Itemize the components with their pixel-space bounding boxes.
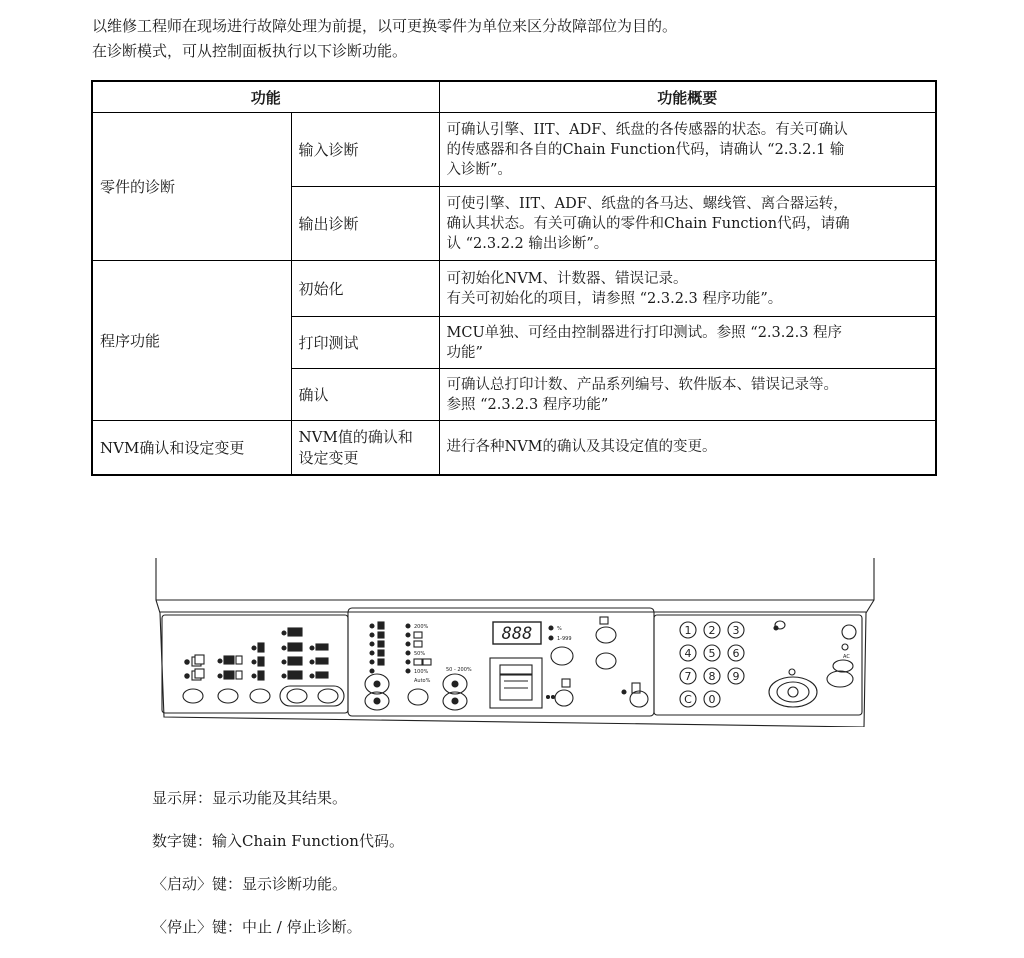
sub-function: 初始化 xyxy=(291,261,439,317)
numeric-key-label: 6 xyxy=(732,647,740,660)
display-readout: 888 xyxy=(501,624,533,644)
count-range-label: 1-999 xyxy=(557,636,572,642)
zoom-200-label: 200% xyxy=(414,624,429,630)
group-program-function: 程序功能 xyxy=(92,261,291,421)
sub-function: 打印测试 xyxy=(291,317,439,369)
summary-line: 可初始化NVM、计数器、错误记录。 xyxy=(446,270,688,287)
zoom-button[interactable] xyxy=(408,689,428,705)
table-row xyxy=(92,261,936,317)
function-summary xyxy=(439,317,936,369)
stop-icon xyxy=(842,644,848,650)
all-clear-button[interactable] xyxy=(833,660,853,672)
function-button[interactable] xyxy=(596,627,616,643)
mode-button[interactable] xyxy=(287,689,307,703)
legend-numeric-keys: 数字键：输入Chain Function代码。 xyxy=(152,832,404,850)
clear-stop-button[interactable] xyxy=(551,647,573,665)
numeric-key-label: 9 xyxy=(732,670,740,683)
numeric-keypad xyxy=(680,622,744,707)
zoom-auto-label: Auto% xyxy=(414,678,431,684)
stop-button[interactable] xyxy=(827,671,853,687)
summary-line: 参照 “2.3.2.3 程序功能” xyxy=(446,396,609,413)
summary-line: 确认其状态。有关可确认的零件和Chain Function代码，请确 xyxy=(446,215,850,232)
intro-line-2: 在诊断模式，可从控制面板执行以下诊断功能。 xyxy=(92,42,408,60)
control-panel-illustration xyxy=(150,555,880,727)
ac-label: AC xyxy=(843,654,850,660)
function-summary xyxy=(439,369,936,421)
sub-function: 输出诊断 xyxy=(291,187,439,261)
summary-line: 入诊断”。 xyxy=(446,161,512,178)
zoom-range-label: 50 - 200% xyxy=(446,667,472,673)
mode-button[interactable] xyxy=(183,689,203,703)
numeric-key-label: 7 xyxy=(684,670,692,683)
numeric-key-label: 5 xyxy=(708,647,716,660)
function-summary xyxy=(439,261,936,317)
output-mode-icon xyxy=(218,656,242,679)
summary-line: MCU单独、可经由控制器进行打印测试。参照 “2.3.2.3 程序 xyxy=(446,324,843,341)
intro-line-1: 以维修工程师在现场进行故障处理为前提，以可更换零件为单位来区分故障部位为目的。 xyxy=(92,17,678,35)
interrupt-button[interactable] xyxy=(555,690,573,706)
numeric-key-label: 3 xyxy=(732,624,740,637)
numeric-key-label: 2 xyxy=(708,624,716,637)
copy-mode-icon xyxy=(185,655,204,680)
legend-display: 显示屏：显示功能及其结果。 xyxy=(152,789,348,807)
zoom-100-label: 100% xyxy=(414,669,429,675)
summary-line: 的传感器和各自的Chain Function代码，请确认 “2.3.2.1 输 xyxy=(446,141,845,158)
numeric-key-label: 1 xyxy=(684,624,692,637)
header-function: 功能 xyxy=(92,81,439,113)
sub-function-line: NVM值的确认和 xyxy=(298,428,413,447)
start-icon xyxy=(789,669,795,675)
summary-line: 功能” xyxy=(446,344,483,361)
toner-icon xyxy=(252,643,264,680)
group-parts-diagnosis: 零件的诊断 xyxy=(92,113,291,261)
numeric-key-label: 8 xyxy=(708,670,716,683)
group-nvm: NVM确认和设定变更 xyxy=(92,421,291,475)
numeric-key-label: 0 xyxy=(708,693,716,706)
sub-function xyxy=(291,421,439,475)
mode-button[interactable] xyxy=(318,689,338,703)
paper-tray-icon xyxy=(282,628,328,679)
sub-function: 确认 xyxy=(291,369,439,421)
sub-function: 输入诊断 xyxy=(291,113,439,187)
key-legend xyxy=(152,786,404,958)
table-header-row xyxy=(92,81,936,113)
summary-line: 有关可初始化的项目，请参照 “2.3.2.3 程序功能”。 xyxy=(446,290,783,307)
summary-line: 可使引擎、IIT、ADF、纸盘的各马达、螺线管、离合器运转， xyxy=(446,195,848,212)
mode-button[interactable] xyxy=(218,689,238,703)
power-saver-button[interactable] xyxy=(842,625,856,639)
percent-label: % xyxy=(557,626,562,632)
function-summary xyxy=(439,113,936,187)
sub-function-line: 设定变更 xyxy=(298,449,359,468)
diagnostic-function-table xyxy=(91,80,937,476)
table-row xyxy=(92,113,936,187)
table-row xyxy=(92,421,936,475)
summary-line: 可确认引擎、IIT、ADF、纸盘的各传感器的状态。有关可确认 xyxy=(446,121,848,138)
function-summary xyxy=(439,421,936,475)
function-summary xyxy=(439,187,936,261)
zoom-indicators xyxy=(406,624,431,673)
mode-button[interactable] xyxy=(250,689,270,703)
zoom-50-label: 50% xyxy=(414,651,426,657)
legend-start-key: 〈启动〉键：显示诊断功能。 xyxy=(152,875,348,893)
function-button[interactable] xyxy=(596,653,616,669)
density-indicators xyxy=(370,622,384,673)
header-summary: 功能概要 xyxy=(439,81,936,113)
intro-text xyxy=(92,14,677,64)
summary-line: 认 “2.3.2.2 输出诊断”。 xyxy=(446,235,609,252)
summary-line: 进行各种NVM的确认及其设定值的变更。 xyxy=(446,439,717,456)
legend-stop-key: 〈停止〉键：中止 / 停止诊断。 xyxy=(152,918,362,936)
summary-line: 可确认总打印计数、产品系列编号、软件版本、错误记录等。 xyxy=(446,376,839,393)
numeric-key-label: 4 xyxy=(684,647,692,660)
numeric-key-label: C xyxy=(684,693,692,706)
